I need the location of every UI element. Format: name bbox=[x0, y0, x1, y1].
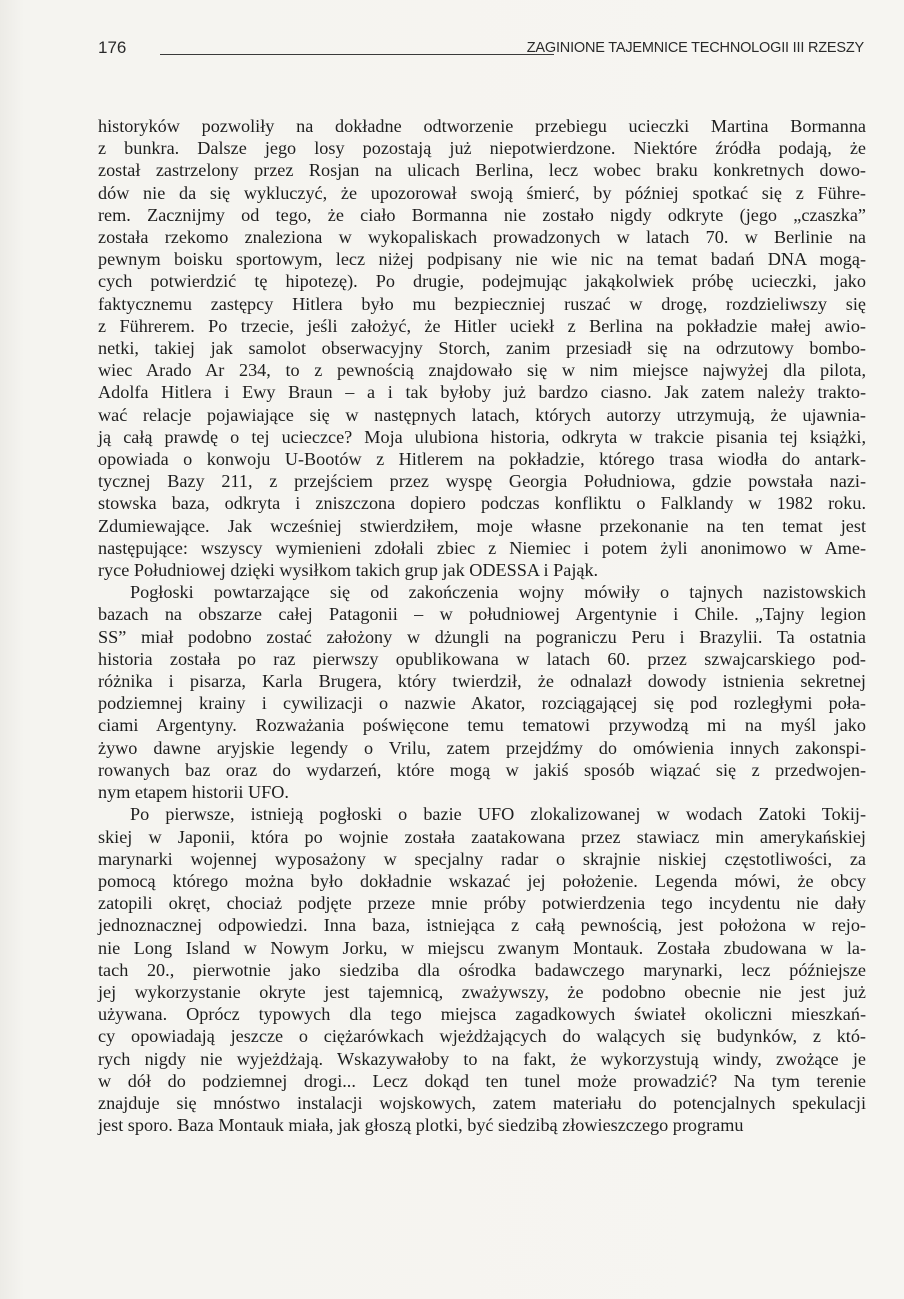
text-line: żywo dawne aryjskie legendy o Vrilu, zatem przejdźmy do omówienia innych zakonspi- bbox=[98, 737, 866, 758]
text-line: z Führerem. Po trzecie, jeśli założyć, że Hitler uciekł z Berlina na pokładzie małej awio- bbox=[98, 315, 866, 336]
text-line: wać relacje pojawiające się w następnych latach, których autorzy utrzymują, że ujawnia- bbox=[98, 404, 866, 425]
text-line: SS” miał podobno zostać założony w dżungli na pograniczu Peru i Brazylii. Ta ostatnia bbox=[98, 626, 866, 647]
text-line: znajduje się mnóstwo instalacji wojskowych, zatem materiału do potencjalnych spekulacji bbox=[98, 1092, 866, 1113]
text-line: dów nie da się wykluczyć, że upozorował swoją śmierć, by później spotkać się z Führe- bbox=[98, 182, 866, 203]
text-line: jej wykorzystanie okryte jest tajemnicą, zważywszy, że podobno obecnie nie jest już bbox=[98, 981, 866, 1002]
text-line: cych potwierdzić tę hipotezę). Po drugie, podejmując jakąkolwiek próbę ucieczki, jako bbox=[98, 271, 866, 292]
text-line: rowanych baz oraz do wydarzeń, które mogą w jakiś sposób wiązać się z przedwojen- bbox=[98, 759, 866, 780]
text-line: tach 20., pierwotnie jako siedziba dla ośrodka badawczego marynarki, lecz późniejsze bbox=[98, 959, 866, 980]
text-line: tycznej Bazy 211, z przejściem przez wyspę Georgia Południowa, gdzie powstała nazi- bbox=[98, 471, 866, 492]
text-line: bazach na obszarze całej Patagonii – w południowej Argentynie i Chile. „Tajny legion bbox=[98, 604, 866, 625]
text-line: ryce Południowej dzięki wysiłkom takich grup jak ODESSA i Pająk. bbox=[98, 560, 599, 581]
text-line: historyków pozwoliły na dokładne odtworzenie przebiegu ucieczki Martina Bormanna bbox=[98, 116, 866, 136]
text-line: historia została po raz pierwszy opublikowana w latach 60. przez szwajcarskiego pod- bbox=[98, 648, 866, 669]
text-line: faktycznemu zastępcy Hitlera było mu bezpieczniej ruszać w drogę, rozdzieliwszy się bbox=[98, 293, 866, 314]
text-line: nie Long Island w Nowym Jorku, w miejscu zwanym Montauk. Została zbudowana w la- bbox=[98, 937, 866, 958]
paragraph bbox=[98, 115, 866, 581]
text-line: zatopili okręt, chociaż podjęte przeze mnie próby potwierdzenia tego incydentu nie dały bbox=[98, 893, 866, 914]
text-line: ją całą prawdę o tej ucieczce? Moja ulubiona historia, odkryta w trakcie pisania tej książki, bbox=[98, 426, 866, 447]
text-line: rem. Zacznijmy od tego, że ciało Bormanna nie zostało nigdy odkryte (jego „czaszka” bbox=[98, 204, 866, 225]
page-number: 176 bbox=[98, 38, 127, 57]
text-line: marynarki wojennej wyposażony w specjalny radar o skrajnie niskiej częstotliwości, za bbox=[98, 848, 866, 869]
header-rule bbox=[160, 54, 554, 55]
text-line: został zastrzelony przez Rosjan na ulicach Berlina, lecz wobec braku konkretnych dowo- bbox=[98, 160, 866, 181]
text-line: Pogłoski powtarzające się od zakończenia wojny mówiły o tajnych nazistowskich bbox=[130, 582, 866, 603]
text-line: cy opowiadają jeszcze o ciężarówkach wjeżdżających do walących się budynków, z któ- bbox=[98, 1026, 866, 1047]
text-line: następujące: wszyscy wymienieni zdołali zbiec z Niemiec i potem żyli anonimowo w Ame- bbox=[98, 537, 866, 558]
text-line: podziemnej krainy i cywilizacji o nazwie Akator, rozciągającej się pod rozległymi poła- bbox=[98, 693, 866, 714]
text-line: pomocą którego można było dokładnie wskazać jej położenie. Legenda mówi, że obcy bbox=[98, 870, 866, 891]
text-line: stowska baza, odkryta i zniszczona dopiero podczas konfliktu o Falklandy w 1982 roku. bbox=[98, 493, 866, 514]
text-line: Zdumiewające. Jak wcześniej stwierdziłem, moje własne przekonanie na ten temat jest bbox=[98, 515, 866, 536]
text-line: skiej w Japonii, która po wojnie została zaatakowana przez stawiacz min amerykańskiej bbox=[98, 826, 866, 847]
text-line: w dół do podziemnej drogi... Lecz dokąd ten tunel może prowadzić? Na tym terenie bbox=[98, 1070, 866, 1091]
paragraph bbox=[98, 581, 866, 803]
text-line: używana. Oprócz typowych dla tego miejsca zagadkowych świateł okoliczni mieszkań- bbox=[98, 1004, 866, 1025]
text-line: wiec Arado Ar 234, to z pewnością znajdowało się w nim miejsce najwyżej dla pilota, bbox=[98, 360, 866, 381]
text-line: różnika i pisarza, Karla Brugera, który twierdził, że odnalazł dowody istnienia sekretnej bbox=[98, 671, 866, 692]
text-line: jednoznacznej odpowiedzi. Inna baza, istniejąca z całą pewnością, jest położona w rejo- bbox=[98, 915, 866, 936]
running-title: ZAGINIONE TAJEMNICE TECHNOLOGII III RZESZY bbox=[526, 40, 864, 56]
text-line: rych nigdy nie wyjeżdżają. Wskazywałoby to na fakt, że wykorzystują windy, zwożące je bbox=[98, 1048, 866, 1069]
text-line: Po pierwsze, istnieją pogłoski o bazie UFO zlokalizowanej w wodach Zatoki Tokij- bbox=[130, 804, 866, 825]
text-line: została rzekomo znaleziona w wykopaliskach prowadzonych w latach 70. w Berlinie na bbox=[98, 227, 866, 248]
text-line: nym etapem historii UFO. bbox=[98, 782, 289, 803]
text-line: Adolfa Hitlera i Ewy Braun – a i tak byłoby już bardzo ciasno. Jak zatem należy trakto- bbox=[98, 382, 866, 403]
text-line: z bunkra. Dalsze jego losy pozostają już niepotwierdzone. Niektóre źródła podają, że bbox=[98, 138, 866, 159]
text-line: jest sporo. Baza Montauk miała, jak głoszą plotki, być siedzibą złowieszczego programu bbox=[98, 1115, 744, 1136]
text-line: netki, takiej jak samolot obserwacyjny Storch, zanim przesiadł się na odrzutowy bombo- bbox=[98, 338, 866, 359]
text-line: pewnym boisku sportowym, lecz niżej podpisany nie wie nic na temat badań DNA mogą- bbox=[98, 249, 866, 270]
body-text bbox=[98, 115, 866, 1136]
paragraph bbox=[98, 803, 866, 1136]
text-line: opowiada o konwoju U-Bootów z Hitlerem na pokładzie, którego trasa wiodła do antark- bbox=[98, 449, 866, 470]
text-line: ciami Argentyny. Rozważania poświęcone temu tematowi przywodzą mi na myśl jako bbox=[98, 715, 866, 736]
page-header bbox=[98, 36, 864, 66]
